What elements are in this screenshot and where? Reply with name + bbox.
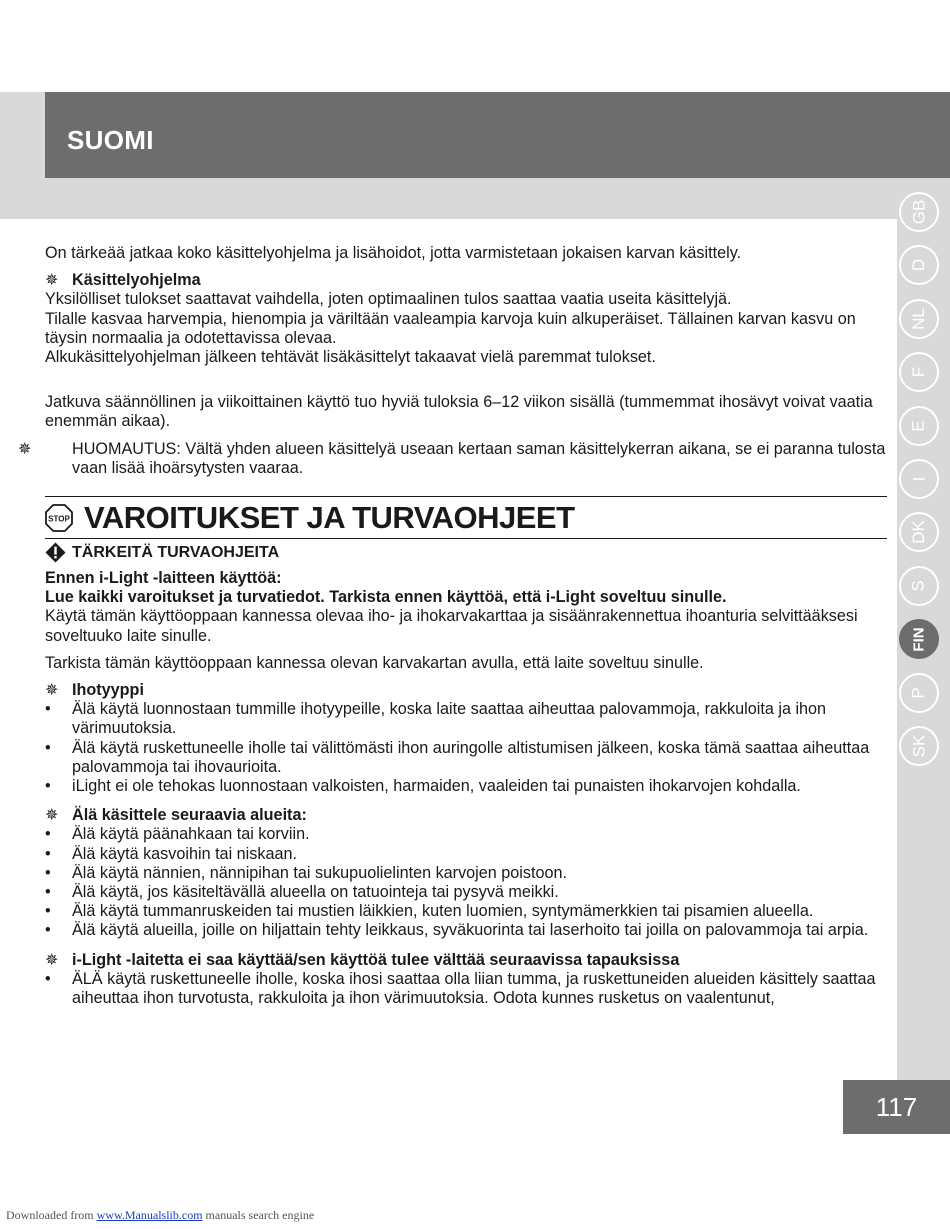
language-tab-label: DK xyxy=(909,520,928,544)
programme-line: Tilalle kasvaa harvempia, hienompia ja väriltään vaaleampia karvoja kuin alkuperäiset. Tällainen karvan kasvu on täysin normaalia ja odotettavissa olevaa. xyxy=(45,309,856,347)
sun-icon: ✵ xyxy=(18,440,32,458)
language-tab-e[interactable] xyxy=(899,406,939,446)
language-tab-p[interactable] xyxy=(899,673,939,713)
stop-icon xyxy=(45,504,73,532)
page-number: 117 xyxy=(843,1080,950,1134)
language-tab-label: P xyxy=(909,687,928,699)
language-tab-label: I xyxy=(908,476,928,482)
programme-heading: ✵ Käsittelyohjelma xyxy=(45,271,201,290)
language-tab-d[interactable] xyxy=(899,245,939,285)
list-item: • Älä käytä nännien, nännipihan tai sukupuolielinten karvojen poistoon. xyxy=(45,864,887,883)
page-header xyxy=(45,92,950,178)
before-use-bold-text: Lue kaikki varoitukset ja turvatiedot. Tarkista ennen käyttöä, että i-Light soveltuu sinulle. xyxy=(45,588,727,607)
language-tab-i[interactable] xyxy=(899,459,939,499)
areas-heading: ✵ Älä käsittele seuraavia alueita: xyxy=(45,806,307,825)
language-tab-fin[interactable] xyxy=(899,619,939,659)
list-item: • iLight ei ole tehokas luonnostaan valkoisten, harmaiden, vaaleiden tai punaisten ihokarvojen kohdalla. xyxy=(45,777,887,796)
language-tab-s[interactable] xyxy=(899,566,939,606)
list-item: • ÄLÄ käytä ruskettuneelle iholle, koska ihosi saattaa olla liian tumma, ja ruskettuneiden alueiden käsittely saattaa aiheuttaa ihon turvotusta, rakkuloita ja ihon värimuutoksia. Odota kunnes rusketus on vaalentunut, xyxy=(45,970,887,1008)
programme-line: Alkukäsittelyohjelman jälkeen tehtävät lisäkäsittelyt takaavat vielä paremmat tulokset. xyxy=(45,348,656,367)
manualslib-link[interactable]: www.Manualslib.com xyxy=(96,1208,203,1222)
avoid-list xyxy=(45,970,887,1008)
exclamation-diamond-icon xyxy=(45,542,66,563)
stop-icon-label: STOP xyxy=(48,513,70,523)
list-item: • Älä käytä, jos käsiteltävällä alueella on tatuointeja tai pysyvä meikki. xyxy=(45,883,887,902)
areas-list xyxy=(45,825,887,940)
language-tab-label: S xyxy=(909,580,928,592)
list-item: • Älä käytä ruskettuneelle iholle tai välittömästi ihon auringolle altistumisen jälkeen, koska tämä saattaa aiheuttaa palovammoja tai ihovaurioita. xyxy=(45,739,887,777)
list-item: • Älä käytä päänahkaan tai korviin. xyxy=(45,825,887,844)
avoid-heading: ✵ i-Light -laitetta ei saa käyttää/sen käyttöä tulee välttää seuraavissa tapauksissa xyxy=(45,950,680,969)
intro-text: On tärkeää jatkaa koko käsittelyohjelma ja lisähoidot, jotta varmistetaan jokaisen karvan käsittely. xyxy=(45,244,742,262)
language-tab-label: D xyxy=(909,258,928,272)
skin-type-heading: ✵ Ihotyyppi xyxy=(45,681,144,700)
download-footer: Downloaded from www.Manualslib.com manuals search engine xyxy=(6,1208,315,1222)
language-tab-sk[interactable] xyxy=(899,726,939,766)
main-content xyxy=(18,244,887,1008)
before-use-text: Käytä tämän käyttöoppaan kannessa olevaa iho- ja ihokarvakarttaa ja sisäänrakennettua ihoanturia selvittääksesi soveltuuko laite sinulle. xyxy=(45,607,858,645)
list-item: • Älä käytä luonnostaan tummille ihotyypeille, koska laite saattaa aiheuttaa palovammoja, rakkuloita ja ihon värimuutoksia. xyxy=(45,700,887,738)
language-tab-label: NL xyxy=(908,308,928,330)
page-title: SUOMI xyxy=(67,125,154,155)
warnings-title-bar xyxy=(45,496,887,539)
language-tab-gb[interactable] xyxy=(899,192,939,232)
list-item: • Älä käytä tummanruskeiden tai mustien läikkien, kuten luomien, syntymämerkkien tai pisamien alueella. xyxy=(45,902,887,921)
language-tab-f[interactable] xyxy=(899,352,939,392)
language-tab-label: GB xyxy=(909,199,928,225)
sun-icon: ✵ xyxy=(45,807,59,825)
before-use-heading: Ennen i-Light -laitteen käyttöä: xyxy=(45,569,282,588)
sun-icon: ✵ xyxy=(45,951,59,969)
regular-use-text: Jatkuva säännöllinen ja viikoittainen käyttö tuo hyviä tuloksia 6–12 viikon sisällä (tummemmat ihosävyt voivat vaatia enemmän aikaa). xyxy=(45,393,873,431)
language-tab-nl[interactable] xyxy=(899,299,939,339)
sun-icon: ✵ xyxy=(45,682,59,700)
language-tab-label: FIN xyxy=(910,626,928,652)
language-tab-dk[interactable] xyxy=(899,512,939,552)
important-safety-heading: TÄRKEITÄ TURVAOHJEITA xyxy=(45,542,887,563)
language-tab-label: E xyxy=(909,420,928,432)
list-item: • Älä käytä alueilla, joille on hiljattain tehty leikkaus, syväkuorinta tai laserhoito tai joilla on palovammoja tai arpia. xyxy=(45,921,887,940)
language-tab-label: F xyxy=(908,366,928,378)
note-text: ✵ HUOMAUTUS: Vältä yhden alueen käsittelyä useaan kertaan saman käsittelykerran aikana, se ei paranna tulosta vaan lisää ihoärsytysten vaaraa. xyxy=(18,439,886,477)
warnings-title: VAROITUKSET JA TURVAOHJEET xyxy=(84,499,575,535)
programme-line: Yksilölliset tulokset saattavat vaihdella, joten optimaalinen tulos saattaa vaatia useita käsittelyjä. xyxy=(45,290,732,309)
check-chart-text: Tarkista tämän käyttöoppaan kannessa olevan karvakartan avulla, että laite soveltuu sinulle. xyxy=(45,653,704,672)
list-item: • Älä käytä kasvoihin tai niskaan. xyxy=(45,845,887,864)
sun-icon: ✵ xyxy=(45,272,59,290)
skin-type-list xyxy=(45,700,887,796)
language-tab-label: SK xyxy=(909,734,928,758)
